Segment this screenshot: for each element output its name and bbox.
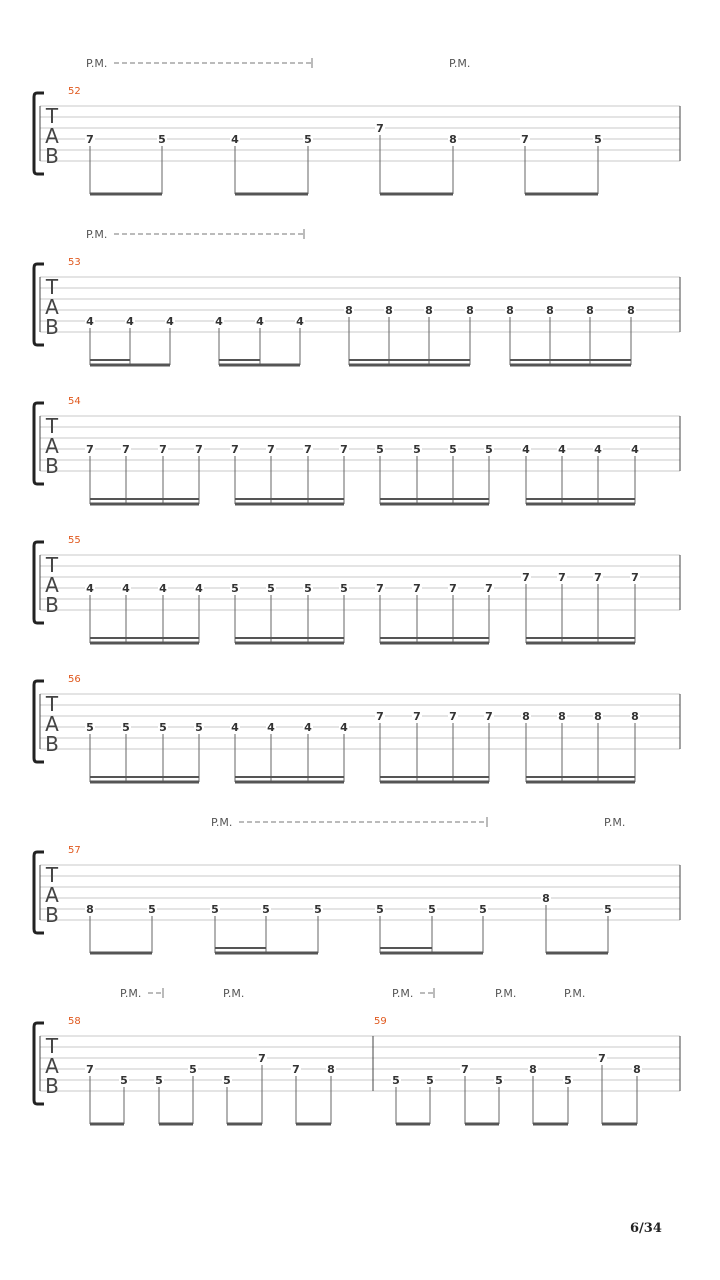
fret-number: 5: [195, 721, 203, 734]
tab-clef-letter: B: [45, 593, 59, 617]
fret-number: 5: [189, 1063, 197, 1076]
measure-number: 56: [68, 674, 81, 685]
fret-number: 7: [413, 710, 421, 723]
fret-number: 4: [231, 721, 239, 734]
tab-clef-letter: A: [45, 295, 59, 319]
fret-number: 4: [340, 721, 348, 734]
fret-number: 5: [231, 582, 239, 595]
fret-number: 5: [340, 582, 348, 595]
fret-number: 5: [120, 1074, 128, 1087]
fret-number: 7: [159, 443, 167, 456]
fret-number: 7: [631, 571, 639, 584]
tab-clef-letter: B: [45, 732, 59, 756]
fret-number: 4: [267, 721, 275, 734]
fret-number: 8: [425, 304, 433, 317]
fret-number: 4: [594, 443, 602, 456]
fret-number: 5: [211, 903, 219, 916]
fret-number: 5: [392, 1074, 400, 1087]
fret-number: 4: [159, 582, 167, 595]
fret-number: 7: [485, 582, 493, 595]
fret-number: 7: [258, 1052, 266, 1065]
fret-number: 8: [466, 304, 474, 317]
tab-clef-letter: T: [45, 104, 59, 128]
fret-number: 7: [267, 443, 275, 456]
fret-number: 7: [195, 443, 203, 456]
tab-clef-letter: B: [45, 144, 59, 168]
fret-number: 7: [122, 443, 130, 456]
fret-number: 5: [485, 443, 493, 456]
fret-number: 7: [461, 1063, 469, 1076]
fret-number: 5: [479, 903, 487, 916]
tab-clef-letter: T: [45, 414, 59, 438]
fret-number: 8: [594, 710, 602, 723]
fret-number: 8: [631, 710, 639, 723]
fret-number: 8: [345, 304, 353, 317]
fret-number: 4: [558, 443, 566, 456]
fret-number: 8: [449, 133, 457, 146]
fret-number: 7: [598, 1052, 606, 1065]
palm-mute-label: P.M.: [211, 816, 233, 829]
fret-number: 8: [327, 1063, 335, 1076]
palm-mute-label: P.M.: [604, 816, 626, 829]
fret-number: 7: [413, 582, 421, 595]
fret-number: 5: [86, 721, 94, 734]
palm-mute-label: P.M.: [86, 57, 108, 70]
system-bracket: [34, 93, 44, 174]
fret-number: 7: [521, 133, 529, 146]
fret-number: 8: [586, 304, 594, 317]
measure-number: 54: [68, 396, 81, 407]
fret-number: 7: [449, 582, 457, 595]
fret-number: 8: [385, 304, 393, 317]
fret-number: 7: [558, 571, 566, 584]
fret-number: 5: [262, 903, 270, 916]
fret-number: 7: [304, 443, 312, 456]
system-bracket: [34, 542, 44, 623]
tab-clef-letter: B: [45, 1074, 59, 1098]
fret-number: 5: [449, 443, 457, 456]
fret-number: 8: [633, 1063, 641, 1076]
tab-clef-letter: T: [45, 1034, 59, 1058]
system-bracket: [34, 1023, 44, 1104]
fret-number: 4: [256, 315, 264, 328]
tab-clef-letter: B: [45, 315, 59, 339]
measure-number: 53: [68, 257, 81, 268]
fret-number: 7: [86, 443, 94, 456]
measure-number: 58: [68, 1016, 81, 1027]
measure-number: 59: [374, 1016, 387, 1027]
fret-number: 5: [314, 903, 322, 916]
fret-number: 8: [627, 304, 635, 317]
fret-number: 5: [376, 903, 384, 916]
fret-number: 5: [158, 133, 166, 146]
tab-clef-letter: B: [45, 903, 59, 927]
fret-number: 4: [231, 133, 239, 146]
tab-clef-letter: T: [45, 692, 59, 716]
palm-mute-label: P.M.: [564, 987, 586, 1000]
fret-number: 7: [594, 571, 602, 584]
tab-clef-letter: A: [45, 712, 59, 736]
fret-number: 8: [558, 710, 566, 723]
fret-number: 7: [485, 710, 493, 723]
fret-number: 4: [86, 315, 94, 328]
fret-number: 7: [376, 710, 384, 723]
palm-mute-label: P.M.: [449, 57, 471, 70]
measure-number: 52: [68, 86, 81, 97]
fret-number: 4: [296, 315, 304, 328]
fret-number: 4: [304, 721, 312, 734]
fret-number: 7: [376, 582, 384, 595]
tab-clef-letter: A: [45, 883, 59, 907]
tab-clef-letter: T: [45, 863, 59, 887]
fret-number: 8: [86, 903, 94, 916]
fret-number: 7: [86, 1063, 94, 1076]
fret-number: 7: [449, 710, 457, 723]
fret-number: 7: [522, 571, 530, 584]
palm-mute-label: P.M.: [392, 987, 414, 1000]
fret-number: 5: [304, 133, 312, 146]
palm-mute-label: P.M.: [86, 228, 108, 241]
fret-number: 8: [506, 304, 514, 317]
tab-clef-letter: A: [45, 124, 59, 148]
fret-number: 5: [223, 1074, 231, 1087]
fret-number: 5: [376, 443, 384, 456]
fret-number: 5: [155, 1074, 163, 1087]
fret-number: 5: [495, 1074, 503, 1087]
fret-number: 5: [159, 721, 167, 734]
fret-number: 5: [426, 1074, 434, 1087]
fret-number: 5: [594, 133, 602, 146]
system-bracket: [34, 681, 44, 762]
fret-number: 8: [529, 1063, 537, 1076]
measure-number: 55: [68, 535, 81, 546]
fret-number: 4: [215, 315, 223, 328]
tab-clef-letter: A: [45, 1054, 59, 1078]
fret-number: 7: [231, 443, 239, 456]
fret-number: 7: [340, 443, 348, 456]
fret-number: 4: [631, 443, 639, 456]
fret-number: 5: [413, 443, 421, 456]
fret-number: 7: [86, 133, 94, 146]
fret-number: 8: [546, 304, 554, 317]
tab-clef-letter: A: [45, 573, 59, 597]
tab-clef-letter: A: [45, 434, 59, 458]
tab-clef-letter: B: [45, 454, 59, 478]
system-bracket: [34, 264, 44, 345]
palm-mute-label: P.M.: [495, 987, 517, 1000]
fret-number: 4: [195, 582, 203, 595]
page-number: 6/34: [630, 1221, 662, 1236]
fret-number: 5: [564, 1074, 572, 1087]
fret-number: 5: [267, 582, 275, 595]
system-bracket: [34, 403, 44, 484]
palm-mute-label: P.M.: [120, 987, 142, 1000]
fret-number: 8: [522, 710, 530, 723]
tab-clef-letter: T: [45, 553, 59, 577]
fret-number: 5: [428, 903, 436, 916]
palm-mute-label: P.M.: [223, 987, 245, 1000]
tab-clef-letter: T: [45, 275, 59, 299]
fret-number: 5: [304, 582, 312, 595]
fret-number: 5: [148, 903, 156, 916]
fret-number: 5: [604, 903, 612, 916]
fret-number: 4: [126, 315, 134, 328]
fret-number: 7: [292, 1063, 300, 1076]
fret-number: 4: [86, 582, 94, 595]
fret-number: 5: [122, 721, 130, 734]
system-bracket: [34, 852, 44, 933]
measure-number: 57: [68, 845, 81, 856]
fret-number: 7: [376, 122, 384, 135]
fret-number: 4: [522, 443, 530, 456]
fret-number: 4: [122, 582, 130, 595]
fret-number: 4: [166, 315, 174, 328]
fret-number: 8: [542, 892, 550, 905]
